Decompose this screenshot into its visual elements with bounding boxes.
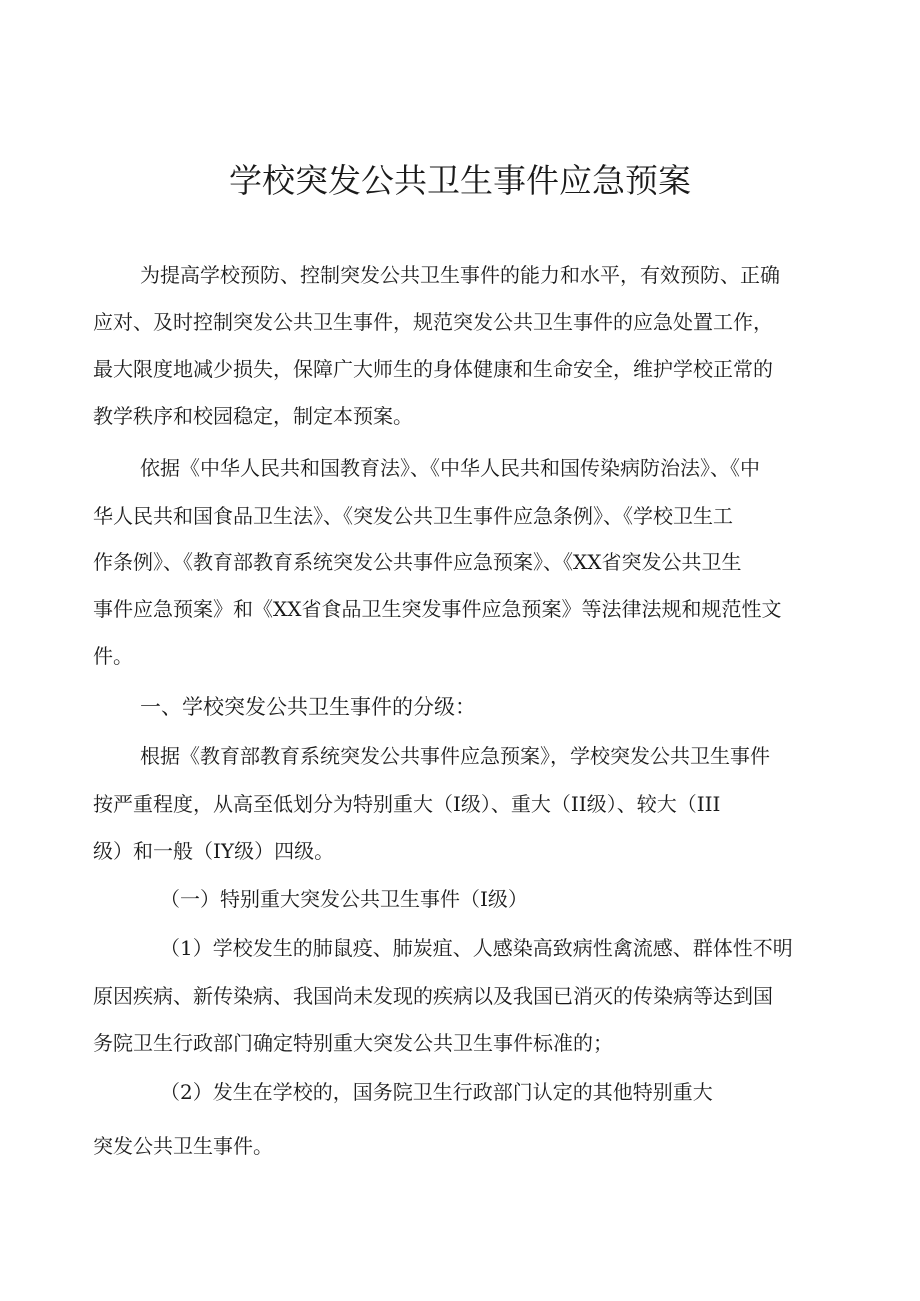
paragraph-line: 最大限度地减少损失，保障广大师生的身体健康和生命安全，维护学校正常的 — [93, 357, 773, 381]
paragraph-line: 华人民共和国食品卫生法》、《突发公共卫生事件应急条例》、《学校卫生工 — [93, 504, 733, 528]
subsection-heading: （一）特别重大突发公共卫生事件（I级） — [160, 887, 528, 911]
paragraph-line: 教学秩序和校园稳定，制定本预案。 — [93, 404, 413, 428]
paragraph-line: 按严重程度，从高至低划分为特别重大（I级）、重大（II级）、较大（III — [93, 792, 721, 816]
paragraph-line: 为提高学校预防、控制突发公共卫生事件的能力和水平，有效预防、正确 — [140, 263, 780, 287]
paragraph-line: 依据《中华人民共和国教育法》、《中华人民共和国传染病防治法》、《中 — [140, 456, 760, 480]
paragraph-line: 应对、及时控制突发公共卫生事件，规范突发公共卫生事件的应急处置工作， — [93, 310, 773, 334]
paragraph-line: 原因疾病、新传染病、我国尚未发现的疾病以及我国已消灭的传染病等达到国 — [93, 984, 773, 1008]
paragraph-line: 件。 — [93, 644, 133, 668]
paragraph-line: （2）发生在学校的，国务院卫生行政部门认定的其他特别重大 — [160, 1080, 713, 1104]
paragraph-line: 事件应急预案》和《XX省食品卫生突发事件应急预案》等法律法规和规范性文 — [93, 597, 782, 621]
paragraph-line: 务院卫生行政部门确定特别重大突发公共卫生事件标准的； — [93, 1031, 613, 1055]
paragraph-line: 级）和一般（IY级）四级。 — [93, 839, 335, 863]
paragraph-line: 根据《教育部教育系统突发公共事件应急预案》，学校突发公共卫生事件 — [140, 744, 770, 768]
paragraph-line: 突发公共卫生事件。 — [93, 1134, 273, 1158]
paragraph-line: 作条例》、《教育部教育系统突发公共事件应急预案》、《XX省突发公共卫生 — [93, 550, 742, 574]
paragraph-line: （1）学校发生的肺鼠疫、肺炭疽、人感染高致病性禽流感、群体性不明 — [160, 936, 793, 960]
section-heading: 一、学校突发公共卫生事件的分级： — [140, 695, 476, 719]
document-title: 学校突发公共卫生事件应急预案 — [229, 161, 691, 200]
